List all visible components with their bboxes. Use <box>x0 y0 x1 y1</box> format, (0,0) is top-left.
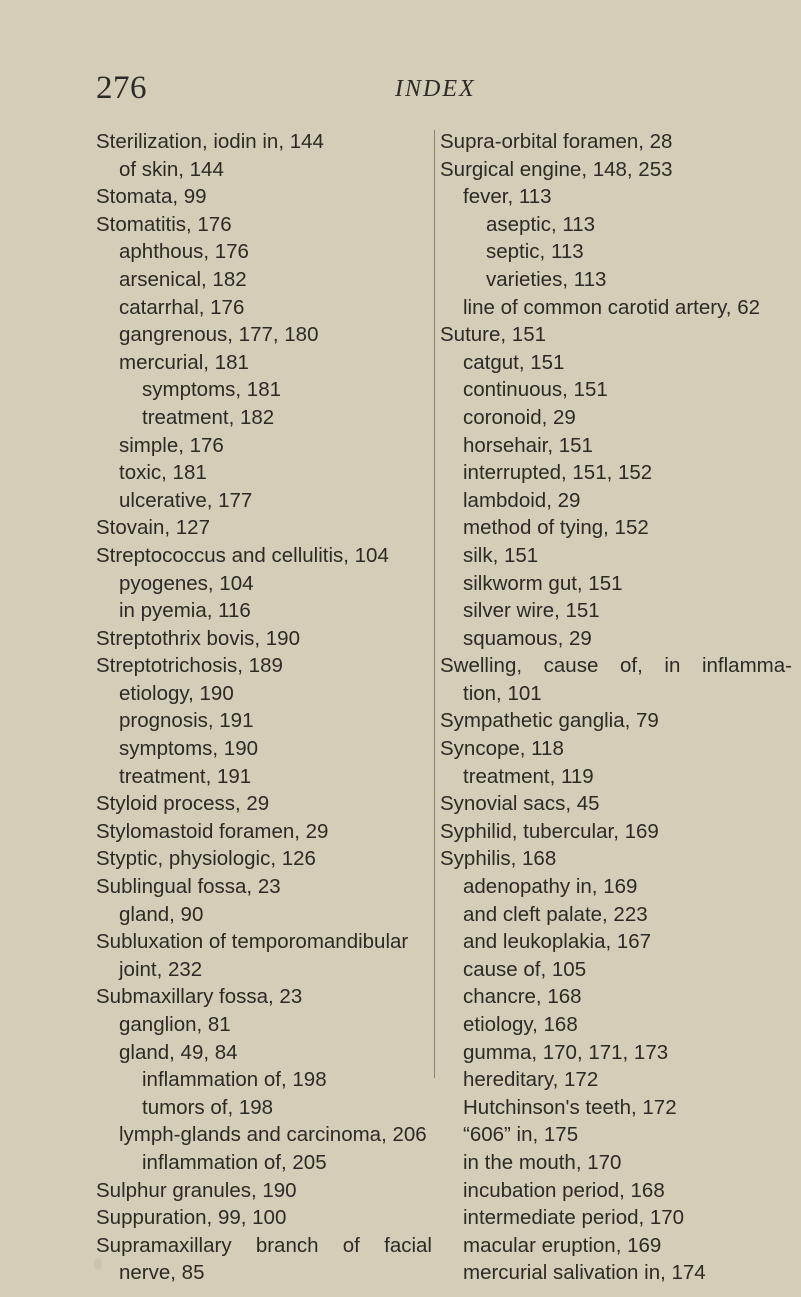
index-entry-word: inflamma- <box>701 654 792 678</box>
index-entry: pyogenes, 104 <box>119 571 254 595</box>
index-entry: aseptic, 113 <box>486 212 596 236</box>
index-entry: interrupted, 151, 152 <box>463 461 653 485</box>
index-entry: and leukoplakia, 167 <box>463 930 652 954</box>
index-entry: incubation period, 168 <box>463 1178 665 1202</box>
index-entry-word: facial <box>384 1233 432 1257</box>
index-entry: aphthous, 176 <box>119 240 249 264</box>
index-entry: Streptothrix bovis, 190 <box>96 626 300 650</box>
index-entry: Syphilis, 168 <box>440 847 557 871</box>
index-entry: Subluxation of temporomandibular <box>96 930 409 954</box>
index-entry: Suture, 151 <box>440 323 546 347</box>
index-entry: silver wire, 151 <box>463 599 600 623</box>
index-entry: mercurial, 181 <box>119 350 249 374</box>
index-entry: catarrhal, 176 <box>119 295 245 319</box>
index-entry: in pyemia, 116 <box>119 599 251 623</box>
index-entry: intermediate period, 170 <box>463 1206 685 1230</box>
index-entry: method of tying, 152 <box>463 516 649 540</box>
index-entry: Stylomastoid foramen, 29 <box>96 819 329 843</box>
index-entry: chancre, 168 <box>463 985 582 1009</box>
index-entry: Syncope, 118 <box>440 737 564 761</box>
index-entry: varieties, 113 <box>486 267 607 291</box>
index-entry: fever, 113 <box>463 185 552 209</box>
index-entry: and cleft palate, 223 <box>463 902 648 926</box>
index-entry: Surgical engine, 148, 253 <box>440 157 673 181</box>
index-entry-word: in <box>664 654 681 678</box>
index-entry: arsenical, 182 <box>119 267 247 291</box>
index-entry: inflammation of, 205 <box>142 1150 327 1174</box>
index-entry: prognosis, 191 <box>119 709 254 733</box>
index-entry: silk, 151 <box>463 543 539 567</box>
index-entry: symptoms, 190 <box>119 737 258 761</box>
index-entry: Hutchinson's teeth, 172 <box>463 1095 677 1119</box>
index-entry: “606” in, 175 <box>463 1123 579 1147</box>
page-number: 276 <box>96 70 147 106</box>
index-entry: continuous, 151 <box>463 378 608 402</box>
index-entry: gumma, 170, 171, 173 <box>463 1040 669 1064</box>
index-entry: simple, 176 <box>119 433 224 457</box>
index-entry: horsehair, 151 <box>463 433 593 457</box>
index-entry: Streptotrichosis, 189 <box>96 654 283 678</box>
index-entry: gland, 49, 84 <box>119 1040 238 1064</box>
index-entry: Stovain, 127 <box>96 516 210 540</box>
index-entry: tumors of, 198 <box>142 1095 274 1119</box>
index-entry-word: cause <box>543 654 599 678</box>
left-column <box>96 128 432 1287</box>
index-entry: hereditary, 172 <box>463 1068 599 1092</box>
index-entry: Supra-orbital foramen, 28 <box>440 130 673 153</box>
index-entry: septic, 113 <box>486 240 584 264</box>
index-entry: silkworm gut, 151 <box>463 571 623 595</box>
index-entry: Synovial sacs, 45 <box>440 792 600 816</box>
index-entry: squamous, 29 <box>463 626 592 650</box>
index-entry: symptoms, 181 <box>142 378 281 402</box>
paper-blemish <box>94 1258 102 1270</box>
index-entry-word: Supramaxillary <box>96 1233 232 1257</box>
index-entry: tion, 101 <box>463 681 542 705</box>
index-entry <box>96 1232 432 1260</box>
index-entry-word: branch <box>255 1233 319 1257</box>
index-entry: Submaxillary fossa, 23 <box>96 985 303 1009</box>
index-entry: Stomata, 99 <box>96 185 207 209</box>
index-entry: Stomatitis, 176 <box>96 212 232 236</box>
index-entry <box>440 652 792 680</box>
index-entry: Syphilid, tubercular, 169 <box>440 819 659 843</box>
index-entry: macular eruption, 169 <box>463 1233 662 1257</box>
index-entry: Styptic, physiologic, 126 <box>96 847 316 871</box>
index-entry-word: of <box>342 1233 360 1257</box>
index-entry: catgut, 151 <box>463 350 565 374</box>
index-entry: lambdoid, 29 <box>463 488 581 512</box>
index-entry: Sympathetic ganglia, 79 <box>440 709 659 733</box>
index-entry: ganglion, 81 <box>119 1013 231 1036</box>
index-entry: in the mouth, 170 <box>463 1150 622 1174</box>
index-entry: etiology, 190 <box>119 681 234 705</box>
index-entry: cause of, 105 <box>463 957 587 981</box>
index-entry: etiology, 168 <box>463 1013 578 1036</box>
index-entry: Streptococcus and cellulitis, 104 <box>96 543 389 567</box>
index-entry: coronoid, 29 <box>463 405 576 429</box>
index-entry: of skin, 144 <box>119 157 224 181</box>
index-entry-word: Swelling, <box>440 654 523 678</box>
index-entry: treatment, 182 <box>142 405 275 429</box>
index-entry: Suppuration, 99, 100 <box>96 1206 287 1230</box>
index-entry: Sublingual fossa, 23 <box>96 875 281 899</box>
index-entry: ulcerative, 177 <box>119 488 253 512</box>
index-entry: line of common carotid artery, 62 <box>463 295 760 319</box>
index-entry: nerve, 85 <box>119 1261 205 1285</box>
index-entry: joint, 232 <box>119 957 203 981</box>
index-entry: gangrenous, 177, 180 <box>119 323 319 347</box>
running-head: INDEX <box>395 76 476 102</box>
index-entry-word: of, <box>619 654 643 678</box>
index-entry: inflammation of, 198 <box>142 1068 327 1092</box>
index-entry: Sterilization, iodin in, 144 <box>96 130 324 153</box>
index-entry: lymph-glands and carcinoma, 206 <box>119 1123 427 1147</box>
column-divider <box>434 130 435 1078</box>
index-entry: treatment, 119 <box>463 764 594 788</box>
index-entry: toxic, 181 <box>119 461 207 485</box>
index-entry: gland, 90 <box>119 902 204 926</box>
right-column <box>440 128 792 1287</box>
index-entry: mercurial salivation in, 174 <box>463 1261 706 1285</box>
index-entry: adenopathy in, 169 <box>463 875 638 899</box>
index-entry: Sulphur granules, 190 <box>96 1178 297 1202</box>
index-entry: Styloid process, 29 <box>96 792 270 816</box>
index-entry: treatment, 191 <box>119 764 252 788</box>
